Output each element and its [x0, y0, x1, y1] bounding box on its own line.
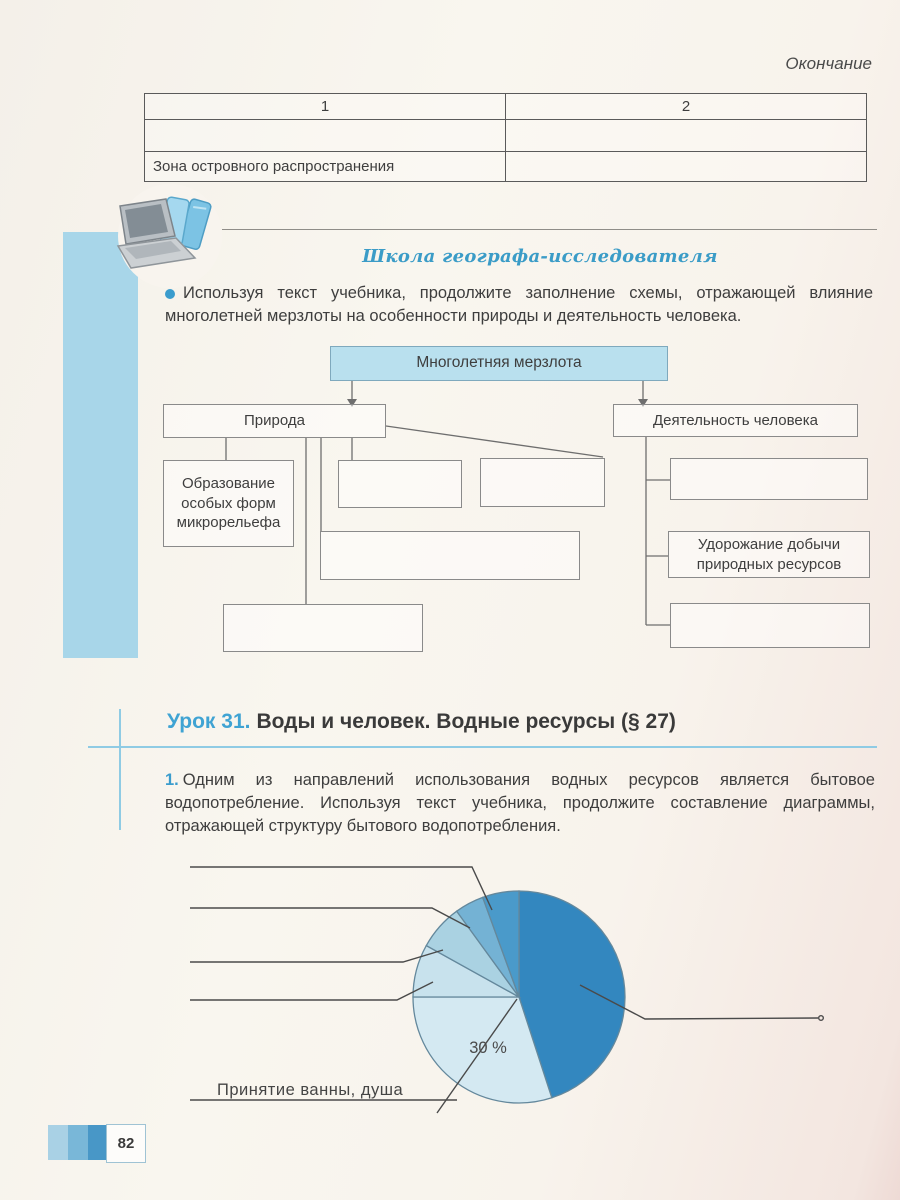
pie-value-label: 30 %: [469, 1039, 507, 1057]
scheme-empty-box[interactable]: [223, 604, 423, 652]
scheme-empty-box[interactable]: [480, 458, 605, 507]
scheme-empty-box[interactable]: [670, 458, 868, 500]
table-header-col2: 2: [506, 94, 867, 120]
laptop-icon: [98, 194, 216, 286]
table-empty-cell[interactable]: [145, 120, 506, 152]
continuation-label: Окончание: [785, 54, 872, 73]
task-text: Одним из направлений использования водных ресурсов является бытовое водопотребление. Используя текст учебника, продолжите составление диаграммы, отражающей структуру бытового водопотребления.: [165, 771, 875, 835]
pie-chart: [413, 891, 625, 1103]
scheme-human-box: Деятельность человека: [613, 404, 858, 437]
task-number: 1.: [165, 771, 179, 789]
blank-label-line[interactable]: [190, 867, 492, 910]
table-empty-cell[interactable]: [506, 120, 867, 152]
scheme-microrelief-box: Образование особых форм микрорельефа: [163, 460, 294, 547]
scheme-empty-box[interactable]: [670, 603, 870, 648]
table-empty-cell[interactable]: [506, 152, 867, 182]
completion-table: [144, 93, 867, 182]
scheme-cost-box: Удорожание добычи природных ресурсов: [668, 531, 870, 578]
lesson-number: Урок 31.: [167, 710, 251, 733]
page-number: 82: [117, 1135, 135, 1152]
blank-label-line[interactable]: [190, 950, 443, 962]
task-1: [165, 769, 875, 838]
pie-slice-label: Принятие ванны, душа: [217, 1081, 404, 1099]
table-row-label: Зона островного распространения: [145, 152, 506, 182]
blank-label-line[interactable]: [190, 982, 433, 1000]
school-section-title: Школа географа-исследователя: [362, 246, 718, 267]
scheme-empty-box[interactable]: [320, 531, 580, 580]
school-task-text: Используя текст учебника, продолжите заполнение схемы, отражающей влияние многолетней мерзлоты на особенности природы и деятельность человека.: [165, 284, 873, 325]
scheme-nature-box: Природа: [163, 404, 386, 438]
bullet-icon: [165, 289, 175, 299]
blank-label-line[interactable]: [190, 908, 470, 928]
table-header-col1: 1: [145, 94, 506, 120]
school-task: [165, 282, 873, 328]
scheme-empty-box[interactable]: [338, 460, 462, 508]
lesson-title: Воды и человек. Водные ресурсы (§ 27): [256, 710, 676, 733]
scheme-root-box: Многолетняя мерзлота: [330, 346, 668, 381]
leader-end-dot: [819, 1016, 824, 1021]
lesson-heading: [167, 710, 877, 734]
